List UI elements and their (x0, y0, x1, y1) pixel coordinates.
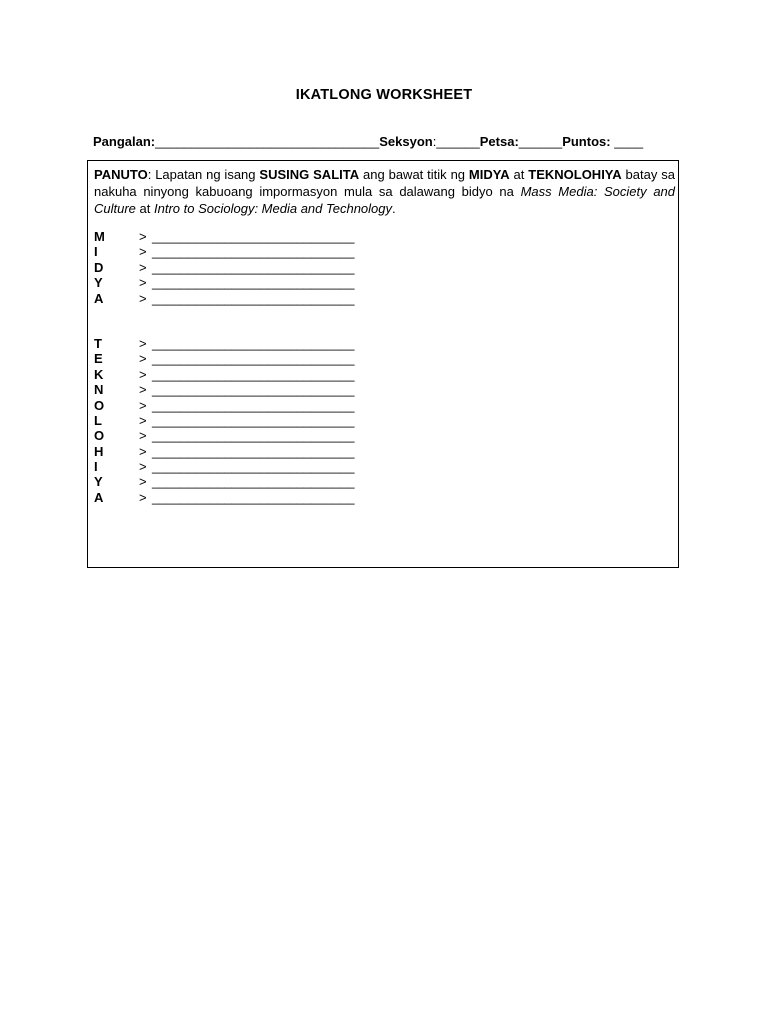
arrow-symbol: > (139, 459, 147, 475)
instructions (94, 166, 675, 217)
arrow-symbol: > (139, 351, 147, 367)
answer-blank[interactable]: ____________________________ (152, 290, 355, 306)
arrow-symbol: > (139, 275, 147, 291)
worksheet-box (87, 160, 679, 568)
teknolohiya-letter: T (94, 335, 102, 351)
answer-blank[interactable]: ____________________________ (152, 335, 355, 351)
section-colon: : (432, 134, 437, 149)
date-blank[interactable]: ______ (518, 134, 563, 149)
instructions-text: at (509, 167, 529, 182)
name-blank[interactable]: _______________________________ (155, 134, 380, 149)
teknolohiya-letter: K (94, 366, 104, 382)
arrow-symbol: > (139, 428, 147, 444)
worksheet-title: IKATLONG WORKSHEET (295, 87, 473, 103)
answer-blank[interactable]: ____________________________ (152, 259, 355, 275)
teknolohiya-letter: O (94, 397, 105, 413)
arrow-symbol: > (139, 229, 147, 244)
section-blank[interactable]: ______ (436, 134, 480, 149)
answer-blank[interactable]: ____________________________ (152, 474, 355, 490)
answer-blank[interactable]: ____________________________ (152, 443, 355, 459)
word-teknolohiya: TEKNOLOHIYA (528, 167, 622, 182)
section-label: Seksyon (379, 134, 433, 149)
answer-blank[interactable]: ____________________________ (152, 244, 355, 260)
word-midya: MIDYA (468, 167, 510, 182)
arrow-symbol: > (139, 397, 147, 413)
instructions-label: PANUTO (94, 167, 148, 182)
teknolohiya-letter: L (94, 412, 102, 428)
arrow-symbol: > (139, 259, 147, 275)
answer-blank[interactable]: ____________________________ (152, 382, 355, 398)
student-info-line (93, 134, 643, 149)
instructions-text: at (135, 201, 154, 216)
midya-letter: I (94, 244, 98, 260)
answer-blank[interactable]: ____________________________ (152, 489, 355, 505)
arrow-symbol: > (139, 489, 147, 505)
answer-blank[interactable]: ____________________________ (152, 459, 355, 475)
answer-blank[interactable]: ____________________________ (152, 366, 355, 382)
answer-blank[interactable]: ____________________________ (152, 428, 355, 444)
midya-letter: A (94, 290, 104, 306)
arrow-symbol: > (139, 382, 147, 398)
answer-blank[interactable]: ____________________________ (152, 351, 355, 367)
teknolohiya-letter: H (94, 443, 104, 459)
arrow-symbol: > (139, 412, 147, 428)
date-label: Petsa: (479, 134, 519, 149)
arrow-symbol: > (139, 335, 147, 351)
teknolohiya-letter: I (94, 459, 98, 475)
arrow-symbol: > (139, 443, 147, 459)
arrow-symbol: > (139, 244, 147, 260)
teknolohiya-letter: A (94, 489, 104, 505)
answer-blank[interactable]: ____________________________ (152, 412, 355, 428)
name-label: Pangalan: (93, 134, 156, 149)
instructions-text: ang bawat titik ng (359, 167, 469, 182)
answer-blank[interactable]: ____________________________ (152, 229, 355, 244)
midya-letter: M (94, 229, 105, 244)
answer-blank[interactable]: ____________________________ (152, 275, 355, 291)
arrow-symbol: > (139, 366, 147, 382)
teknolohiya-letter: N (94, 382, 104, 398)
arrow-symbol: > (139, 474, 147, 490)
score-blank[interactable]: ____ (610, 134, 644, 149)
video-title-2: Intro to Sociology: Media and Technology (154, 201, 393, 216)
video-title-1: Mass Media: Society and Culture (94, 184, 676, 216)
teknolohiya-letter: O (94, 428, 105, 444)
teknolohiya-letter: E (94, 351, 103, 367)
key-phrase: SUSING SALITA (259, 167, 360, 182)
midya-letter: D (94, 259, 104, 275)
teknolohiya-letter: Y (94, 474, 103, 490)
midya-letter: Y (94, 275, 103, 291)
instructions-text: : Lapatan ng isang (147, 167, 260, 182)
instructions-text: . (392, 201, 396, 216)
answer-blank[interactable]: ____________________________ (152, 397, 355, 413)
arrow-symbol: > (139, 290, 147, 306)
instructions-text: batay sa nakuha ninyong kabuoang impormasyon mula sa dalawang bidyo na (94, 167, 675, 199)
score-label: Puntos: (562, 134, 611, 149)
